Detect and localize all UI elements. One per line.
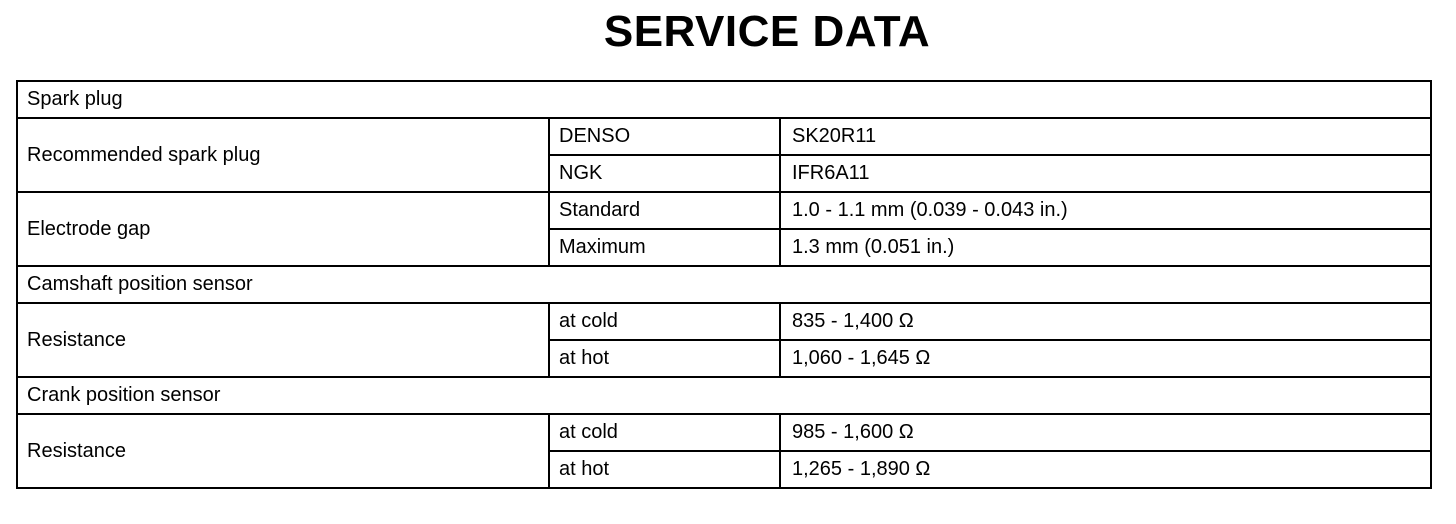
service-data-table bbox=[16, 80, 1432, 489]
value-cell: IFR6A11 bbox=[780, 155, 1431, 192]
value-cell: 985 - 1,600 Ω bbox=[780, 414, 1431, 451]
item-label: Recommended spark plug bbox=[17, 118, 549, 192]
section-heading: Spark plug bbox=[17, 81, 1431, 118]
value-cell: 835 - 1,400 Ω bbox=[780, 303, 1431, 340]
section-heading: Camshaft position sensor bbox=[17, 266, 1431, 303]
section-row-spark-plug bbox=[17, 81, 1431, 118]
condition-cell: NGK bbox=[549, 155, 780, 192]
condition-cell: Standard bbox=[549, 192, 780, 229]
table-row bbox=[17, 118, 1431, 155]
section-row-camshaft-position-sensor bbox=[17, 266, 1431, 303]
value-cell: 1.0 - 1.1 mm (0.039 - 0.043 in.) bbox=[780, 192, 1431, 229]
table-row bbox=[17, 414, 1431, 451]
condition-cell: at hot bbox=[549, 340, 780, 377]
item-label: Resistance bbox=[17, 414, 549, 488]
section-heading: Crank position sensor bbox=[17, 377, 1431, 414]
table-row bbox=[17, 303, 1431, 340]
table-row bbox=[17, 192, 1431, 229]
page-title: SERVICE DATA bbox=[603, 7, 931, 56]
value-cell: SK20R11 bbox=[780, 118, 1431, 155]
item-label: Resistance bbox=[17, 303, 549, 377]
value-cell: 1,265 - 1,890 Ω bbox=[780, 451, 1431, 488]
value-cell: 1,060 - 1,645 Ω bbox=[780, 340, 1431, 377]
item-label: Electrode gap bbox=[17, 192, 549, 266]
value-cell: 1.3 mm (0.051 in.) bbox=[780, 229, 1431, 266]
condition-cell: at hot bbox=[549, 451, 780, 488]
condition-cell: at cold bbox=[549, 414, 780, 451]
condition-cell: at cold bbox=[549, 303, 780, 340]
section-row-crank-position-sensor bbox=[17, 377, 1431, 414]
condition-cell: Maximum bbox=[549, 229, 780, 266]
condition-cell: DENSO bbox=[549, 118, 780, 155]
